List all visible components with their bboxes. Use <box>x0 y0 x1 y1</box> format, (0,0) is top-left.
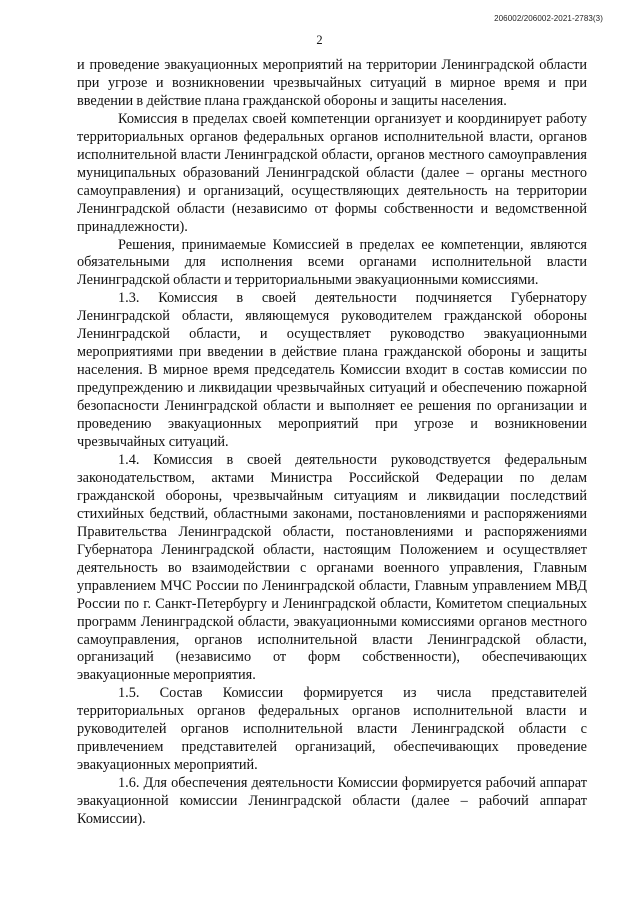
paragraph-section-1-6: 1.6. Для обеспечения деятельности Комиссии формируется рабочий аппарат эвакуационной комиссии Ленинградской области (далее – рабочий аппарат Комиссии). <box>77 775 587 828</box>
page-number: 2 <box>316 33 323 47</box>
paragraph-commission-decisions: Решения, принимаемые Комиссией в пределах ее компетенции, являются обязательными для исполнения всеми органами исполнительной власти Ленинградской области и территориальными эвакуационными комиссиями. <box>77 236 587 289</box>
paragraph-evacuation-continuation: и проведение эвакуационных мероприятий на территории Ленинградской области при угрозе и возникновении чрезвычайных ситуаций в мирное время и при введении в действие плана гражданской обороны и защиты населения. <box>77 57 587 109</box>
paragraph-section-1-4: 1.4. Комиссия в своей деятельности руководствуется федеральным законодательством, актами Министра Российской Федерации по делам гражданской обороны, чрезвычайным ситуациям и ликвидации последствий стихийных бедствий, областными законами, постановлениями и распоряжениями Правительства Ленинградской области, постановлениями и распоряжениями Губернатора Ленинградской области, настоящим Положением и осуществляет деятельность во взаимодействии с органами военного управления, Главным управлением МЧС России по Ленинградской области, Главным управлением МВД России по г. Санкт-Петербургу и Ленинградской области, Комитетом специальных программ Ленинградской области, эвакуационными комиссиями органов местного самоуправления, органов исполнительной власти Ленинградской области, организаций (независимо от форм собственности), обеспечивающих эвакуационные мероприятия. <box>77 451 587 684</box>
paragraph-section-1-3: 1.3. Комиссия в своей деятельности подчиняется Губернатору Ленинградской области, являющемуся руководителем гражданской обороны Ленинградской области, и осуществляет руководство эвакуационными мероприятиями при введении в действие плана гражданской обороны и защиты населения. В мирное время председатель Комиссии входит в состав комиссии по предупреждению и ликвидации чрезвычайных ситуаций и обеспечению пожарной безопасности Ленинградской области и выполняет ее решения по организации и проведению эвакуационных мероприятий при угрозе и возникновении чрезвычайных ситуаций. <box>77 290 587 451</box>
paragraph-section-1-5: 1.5. Состав Комиссии формируется из числа представителей территориальных органов федеральных органов исполнительной власти и руководителей органов исполнительной власти Ленинградской области с привлечением представителей организаций, обеспечивающих проведение эвакуационных мероприятий. <box>77 685 587 774</box>
paragraph-commission-coordination: Комиссия в пределах своей компетенции организует и координирует работу территориальных органов федеральных органов исполнительной власти, органов исполнительной власти Ленинградской области, органов местного самоуправления муниципальных образований Ленинградской области (далее – органы местного самоуправления) и организаций, осуществляющих деятельность на территории Ленинградской области (независимо от формы собственности и ведомственной принадлежности). <box>77 110 587 235</box>
document-id: 206002/206002-2021-2783(3) <box>494 14 603 23</box>
document-body <box>77 57 587 829</box>
